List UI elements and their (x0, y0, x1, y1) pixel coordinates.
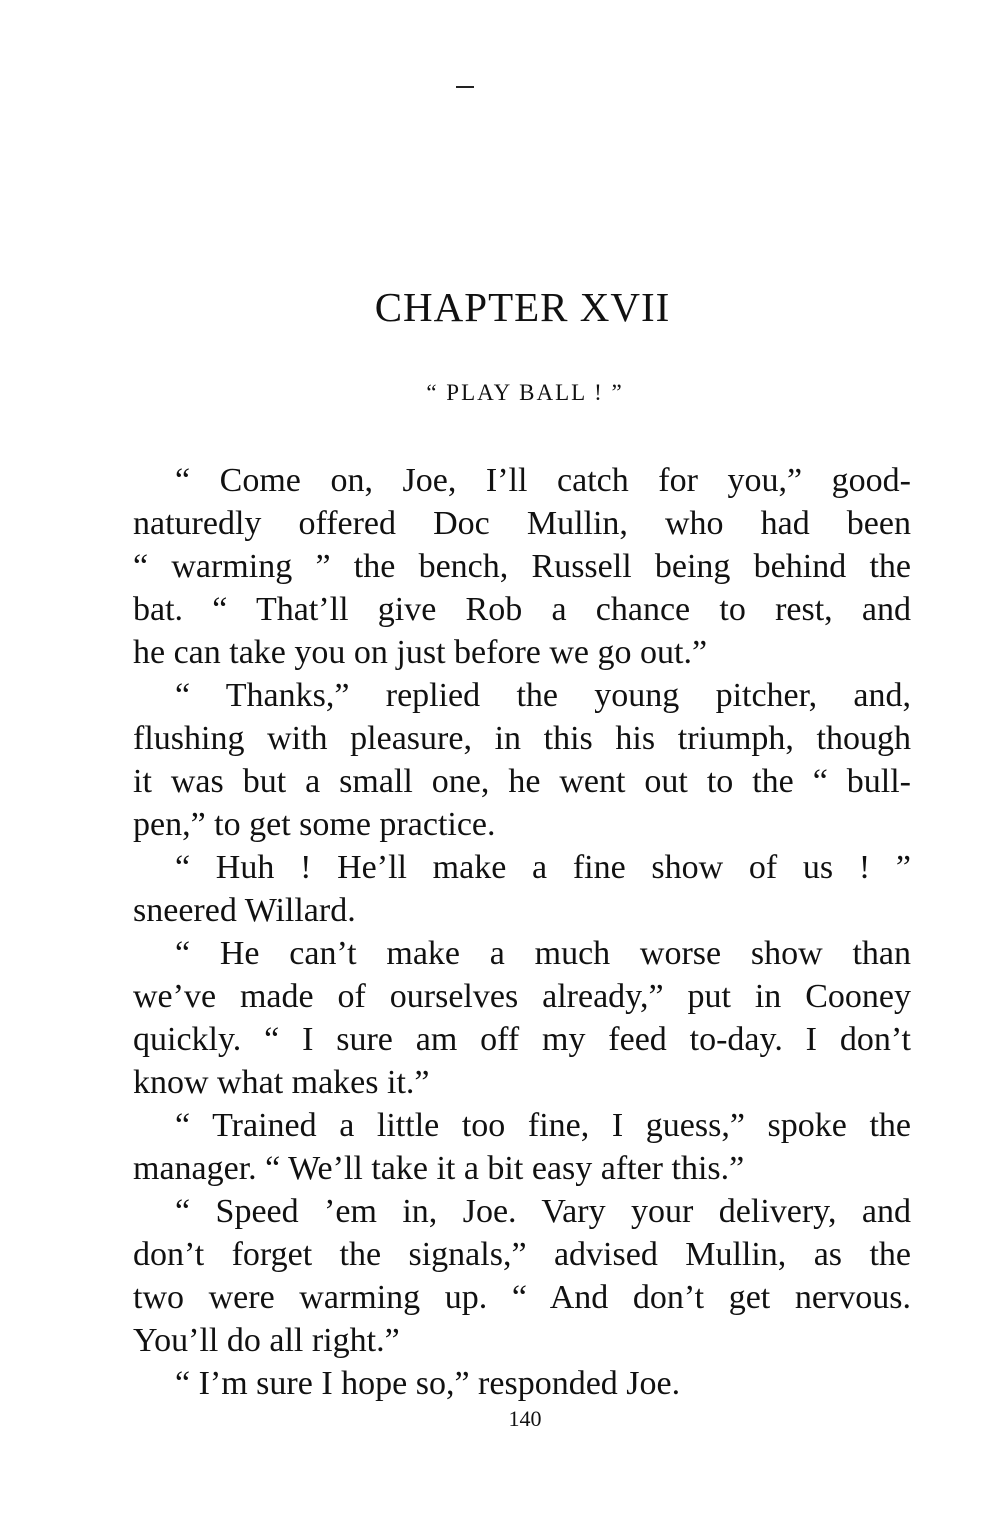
text-line: “ Thanks,” replied the young pitcher, and, (175, 677, 911, 714)
text-line: sneered Willard. (133, 892, 356, 929)
text-line: two were warming up. “ And don’t get nervous. (133, 1279, 911, 1316)
page-number: 140 (508, 1406, 542, 1431)
body-text (133, 459, 911, 1405)
text-line: You’ll do all right.” (133, 1322, 400, 1359)
text-line: flushing with pleasure, in this his triumph, though (133, 720, 911, 757)
text-line: “ Huh ! He’ll make a fine show of us ! ” (175, 849, 911, 886)
text-line: naturedly offered Doc Mullin, who had been (133, 505, 911, 542)
text-line: we’ve made of ourselves already,” put in Cooney (133, 978, 911, 1015)
text-line: know what makes it.” (133, 1064, 430, 1101)
chapter-subtitle: “ PLAY BALL ! ” (426, 380, 624, 405)
text-line: he can take you on just before we go out.” (133, 634, 708, 671)
text-line: “ warming ” the bench, Russell being behind the (133, 548, 911, 585)
text-line: “ He can’t make a much worse show than (175, 935, 911, 972)
text-line: pen,” to get some practice. (133, 806, 496, 843)
text-line: “ I’m sure I hope so,” responded Joe. (175, 1365, 681, 1402)
text-line: “ Come on, Joe, I’ll catch for you,” good- (175, 462, 911, 499)
text-line: don’t forget the signals,” advised Mullin, as the (133, 1236, 911, 1273)
text-line: bat. “ That’ll give Rob a chance to rest, and (133, 591, 911, 628)
top-dash-mark (456, 86, 474, 88)
text-line: “ Speed ’em in, Joe. Vary your delivery, and (175, 1193, 911, 1230)
text-line: “ Trained a little too fine, I guess,” spoke the (175, 1107, 911, 1144)
text-line: manager. “ We’ll take it a bit easy after this.” (133, 1150, 745, 1187)
text-line: it was but a small one, he went out to the “ bull- (133, 763, 911, 800)
chapter-title: CHAPTER XVII (374, 284, 671, 330)
text-line: quickly. “ I sure am off my feed to-day. I don’t (133, 1021, 911, 1058)
